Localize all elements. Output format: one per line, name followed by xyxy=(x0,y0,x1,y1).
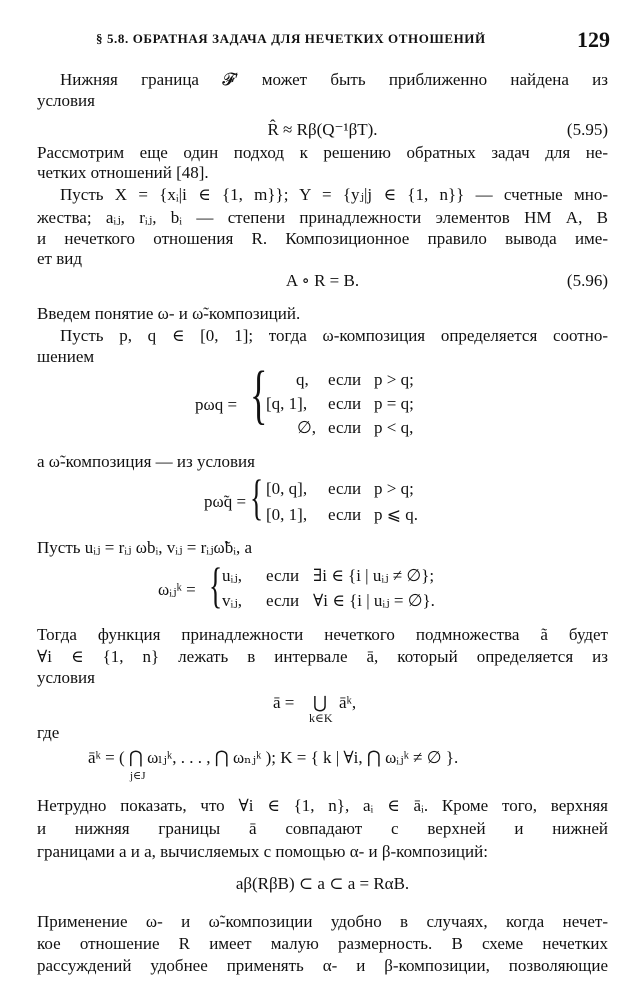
paragraph-line: Пусть uᵢⱼ = rᵢⱼ ωbᵢ, vᵢⱼ = rᵢⱼω̃bᵢ, а xyxy=(37,538,253,557)
paragraph-line: Применение ω- и ω̃-композиции удобно в случаях, когда нечет- xyxy=(37,912,608,931)
bounds-equation: aβ(RβB) ⊂ a ⊂ a = RαB. xyxy=(235,874,410,893)
omega-tilde-lhs: pω̃q = xyxy=(204,492,247,511)
paragraph-line: ∀i ∈ {1, n} лежать в интервале ā, который определяется из xyxy=(37,647,608,666)
paragraph-line: Введем понятие ω- и ω̃-композиций. xyxy=(37,304,301,323)
case-condition: ∃i ∈ {i | uᵢⱼ ≠ ∅}; xyxy=(313,566,435,585)
page-number: 129 xyxy=(577,27,610,52)
case-value: [0, q], xyxy=(266,479,308,498)
paragraph-line: Пусть p, q ∈ [0, 1]; тогда ω-композиция определяется соотно- xyxy=(60,326,608,345)
running-head: § 5.8. ОБРАТНАЯ ЗАДАЧА ДЛЯ НЕЧЕТКИХ ОТНОШЕНИЙ xyxy=(96,31,486,46)
paragraph-line: жества; aᵢⱼ, rᵢⱼ, bᵢ — степени принадлежности элементов НМ A, B xyxy=(37,208,608,227)
page-header xyxy=(96,27,616,51)
case-if: если xyxy=(328,479,362,498)
case-if: если xyxy=(328,505,362,524)
equation-5-96: A ∘ R = B. xyxy=(285,271,360,290)
case-value: vᵢⱼ, xyxy=(222,591,243,610)
ak-equation: āᵏ = ( ⋂ ωₗⱼᵏ, . . . , ⋂ ωₙⱼᵏ ); K = { k | ∀i, ⋂ ωᵢⱼᵏ ≠ ∅ }. xyxy=(88,748,459,767)
paragraph-line: и нижняя границы ā совпадают с верхней и нижней xyxy=(37,819,608,838)
equation-number: (5.96) xyxy=(566,271,608,290)
left-brace: { xyxy=(250,358,268,431)
case-condition: p < q, xyxy=(374,418,414,437)
omega-k-lhs: ωᵢⱼᵏ = xyxy=(158,580,196,599)
intersection-subscript: j∈J xyxy=(130,770,146,782)
case-value: [q, 1], xyxy=(266,394,308,413)
paragraph-line: условия xyxy=(37,91,95,110)
union-subscript: k∈K xyxy=(309,711,333,725)
case-value: ∅, xyxy=(297,418,317,437)
case-value: [0, 1], xyxy=(266,505,308,524)
paragraph-line: кое отношение R имеет малую размерность. В схеме нечетких xyxy=(37,934,608,953)
paragraph-line: а ω̃-композиция — из условия xyxy=(37,452,255,471)
union-operator: ⋃ xyxy=(313,693,327,712)
paragraph-line: Нижняя граница 𝓕′ может быть приближенно найдена из xyxy=(60,70,608,89)
paragraph-line: Нетрудно показать, что ∀i ∈ {1, n}, aᵢ ∈ āᵢ. Кроме того, верхняя xyxy=(37,796,608,815)
union-lhs: ā = xyxy=(273,693,295,712)
paragraph-line: и нечеткого отношения R. Композиционное правило вывода име- xyxy=(37,229,608,248)
left-brace: { xyxy=(250,469,264,525)
case-condition: p = q; xyxy=(374,394,414,413)
paragraph-line: Рассмотрим еще один подход к решению обратных задач для не- xyxy=(37,143,608,162)
case-if: если xyxy=(266,591,300,610)
paragraph-line: рассуждений удобнее применять α- и β-композиции, позволяющие xyxy=(37,956,608,975)
case-if: если xyxy=(266,566,300,585)
case-value: uᵢⱼ, xyxy=(222,566,243,585)
paragraph-line: шением xyxy=(37,347,95,366)
paragraph-line: Пусть X = {xᵢ|i ∈ {1, m}}; Y = {yⱼ|j ∈ {1, n}} — счетные мно- xyxy=(60,185,608,204)
case-condition: ∀i ∈ {i | uᵢⱼ = ∅}. xyxy=(313,591,435,610)
paragraph-line: границами a и a, вычисляемых с помощью α- и β-композиций: xyxy=(37,842,488,861)
paragraph-line: ет вид xyxy=(37,249,82,268)
paragraph-line: где xyxy=(37,723,60,742)
case-condition: p ⩽ q. xyxy=(374,505,418,524)
paragraph-line: четких отношений [48]. xyxy=(37,163,209,182)
left-brace: { xyxy=(209,557,223,613)
paragraph-line: условия xyxy=(37,668,95,687)
case-value: q, xyxy=(296,370,309,389)
equation-5-95: R̂ ≈ Rβ(Q⁻¹βT). xyxy=(267,120,378,139)
case-if: если xyxy=(328,418,362,437)
case-condition: p > q; xyxy=(374,370,414,389)
case-if: если xyxy=(328,370,362,389)
paragraph-line: Тогда функция принадлежности нечеткого подмножества ã будет xyxy=(37,625,608,644)
union-rhs: āᵏ, xyxy=(339,693,357,712)
omega-lhs: pωq = xyxy=(195,395,238,414)
case-if: если xyxy=(328,394,362,413)
case-condition: p > q; xyxy=(374,479,414,498)
equation-number: (5.95) xyxy=(566,120,608,139)
